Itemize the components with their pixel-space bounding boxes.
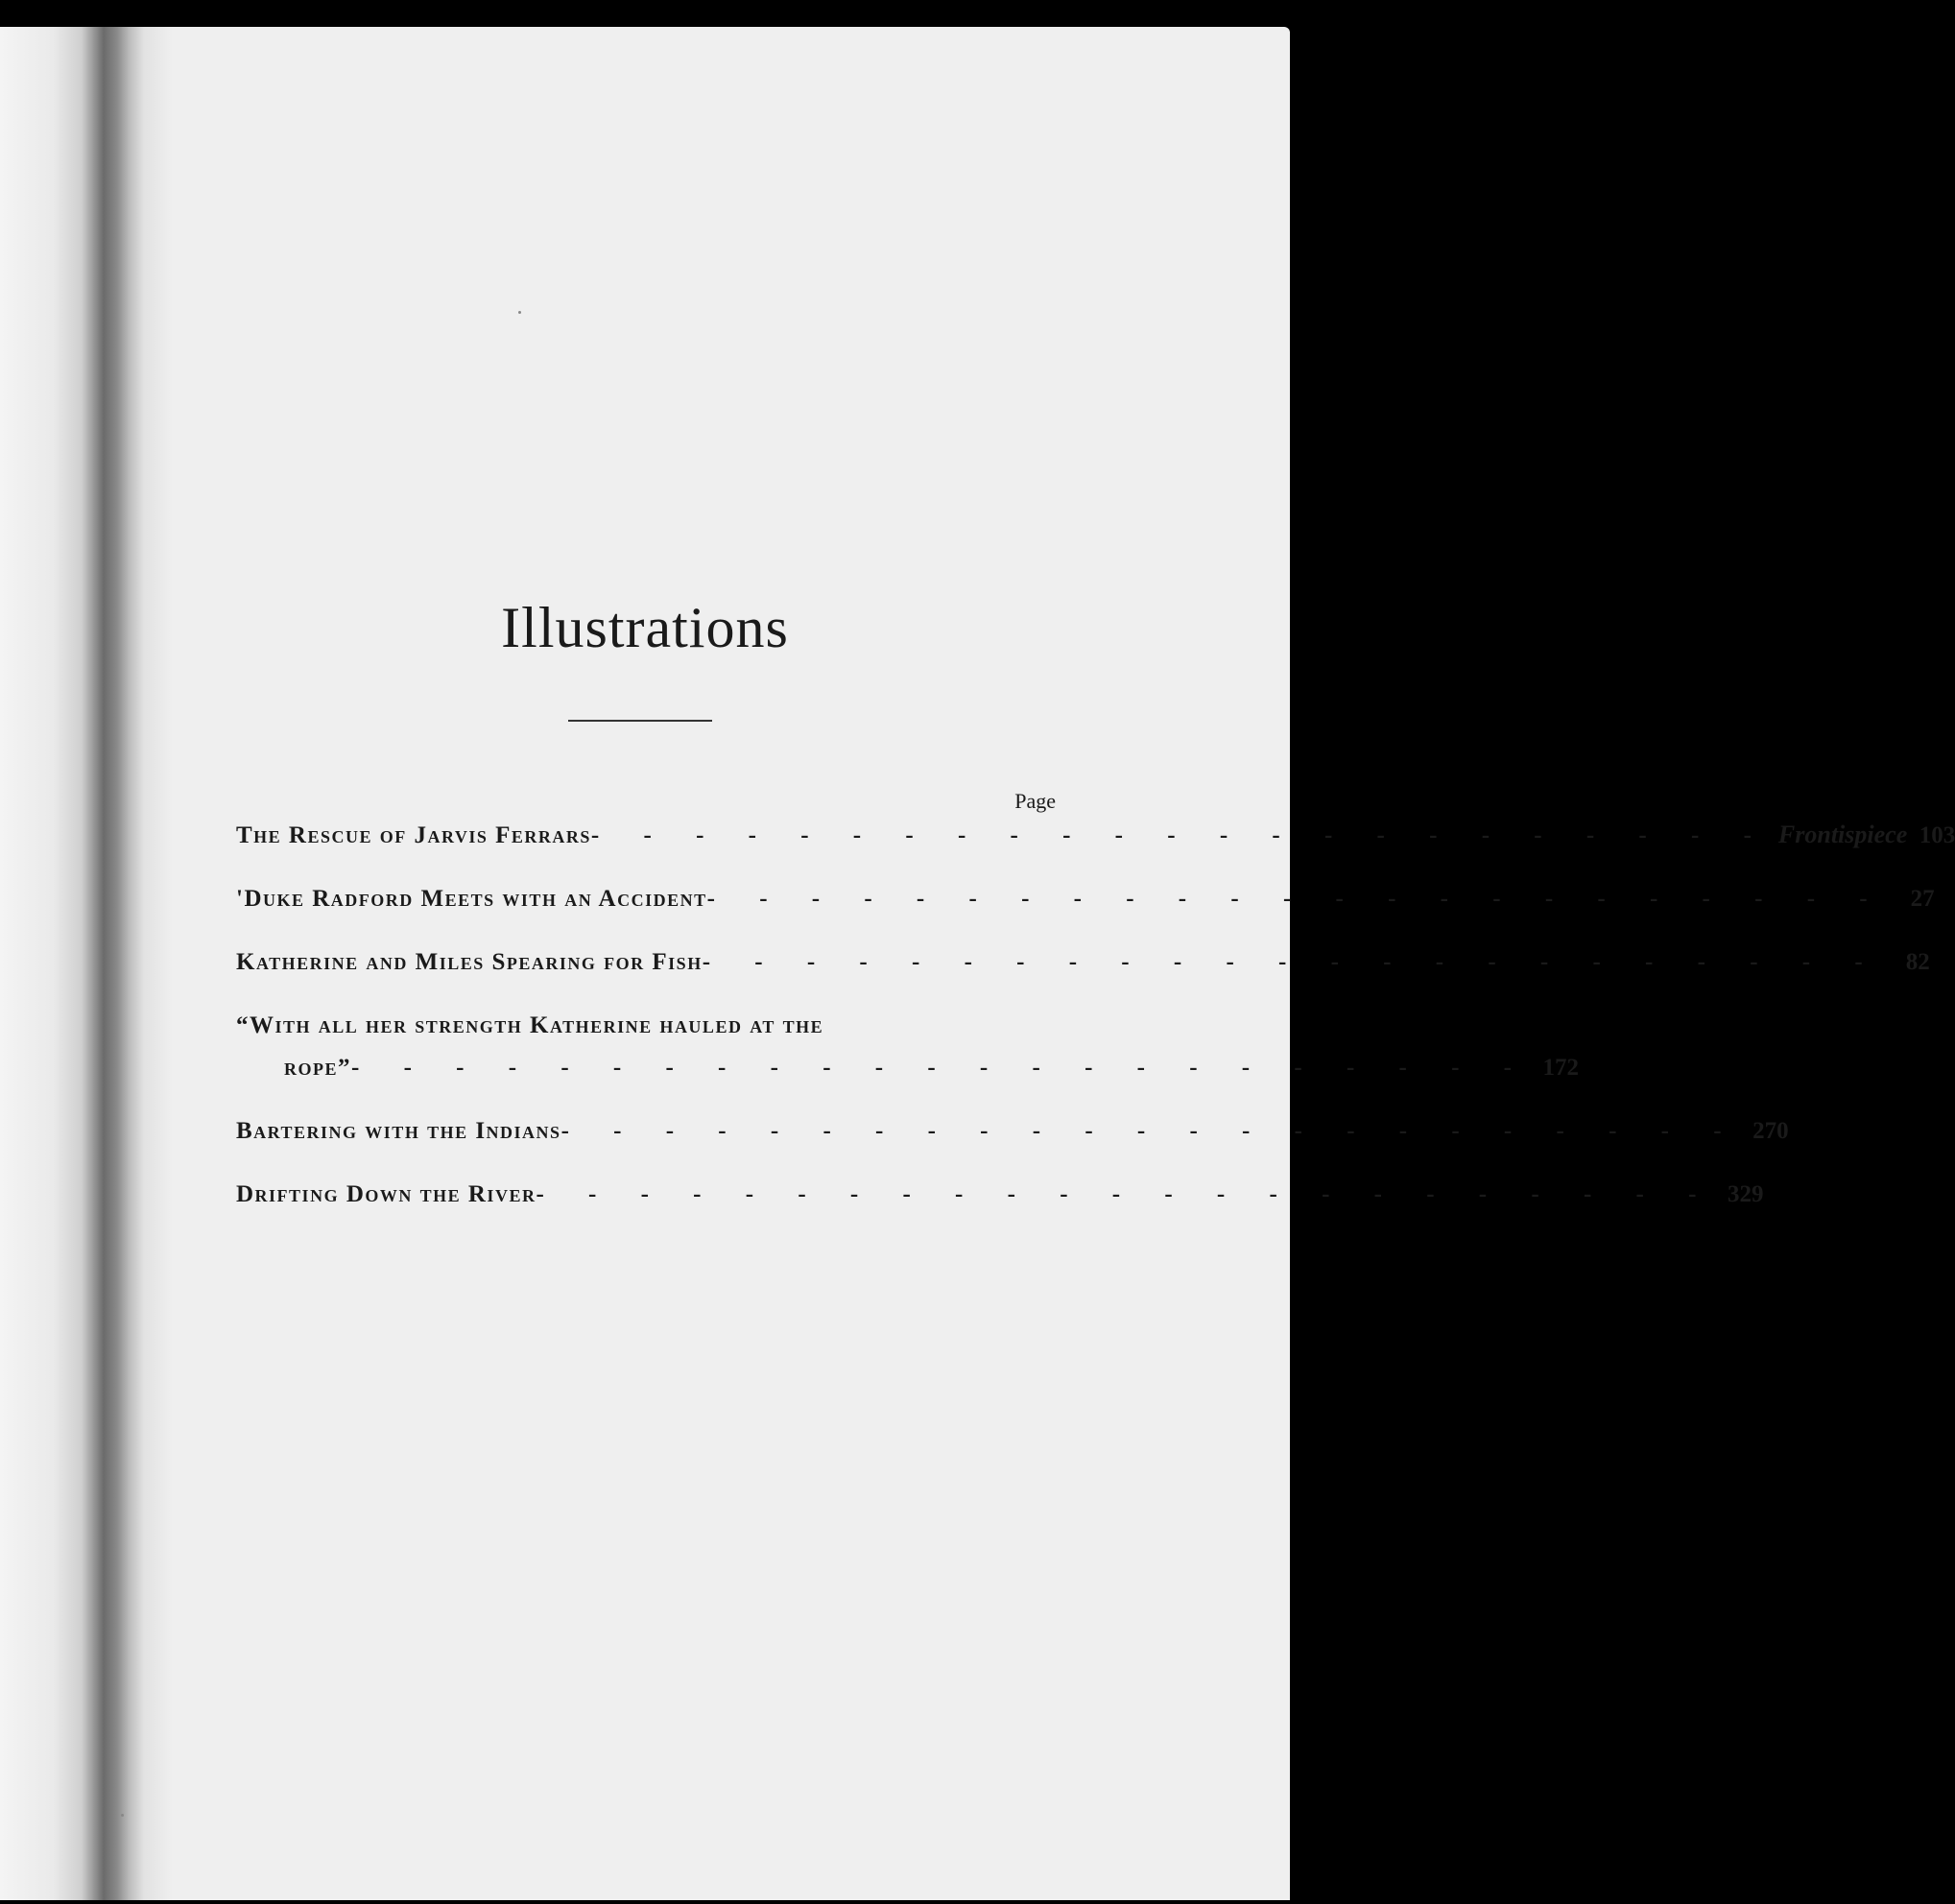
list-item — [236, 1005, 1579, 1089]
entry-page-number: 270 — [1752, 1118, 1789, 1144]
dot-leader: - - - - - - - - - - - - - - - - - - - - - - - — [536, 1181, 1716, 1207]
entry-page-number: 172 — [1542, 1055, 1579, 1081]
dot-leader: - - - - - - - - - - - - - - - - - - - - - - - — [702, 949, 1882, 975]
entry-page-number: 103 — [1919, 822, 1955, 848]
dot-leader: - - - - - - - - - - - - - - - - - - - - - - - — [351, 1055, 1531, 1081]
entry-title: Drifting Down the River — [236, 1181, 536, 1207]
illustrations-list — [236, 814, 1955, 1237]
title-rule — [568, 720, 712, 722]
entry-title: Katherine and Miles Spearing for Fish — [236, 949, 703, 975]
page-title: Illustrations — [501, 596, 789, 659]
dot-leader: - - - - - - - - - - - - - - - - - - - - - - - — [560, 1118, 1741, 1144]
dot-leader: - - - - - - - - - - - - - - - - - - - - - - - — [590, 822, 1771, 848]
entry-page-number: 27 — [1910, 886, 1935, 912]
entry-page-number: 329 — [1727, 1181, 1764, 1207]
dot-leader: - - - - - - - - - - - - - - - - - - - - - - - — [706, 886, 1887, 912]
list-item — [236, 878, 1935, 920]
book-page — [0, 27, 1955, 1900]
entry-title: The Rescue of Jarvis Ferrars — [236, 822, 591, 848]
list-item — [236, 814, 1955, 857]
entry-title-line-2: rope” — [284, 1055, 352, 1081]
entry-title: Bartering with the Indians — [236, 1118, 561, 1144]
list-item — [236, 1174, 1764, 1216]
entry-title: 'Duke Radford Meets with an Accident — [236, 886, 707, 912]
entry-title-line-1: “With all her strength Katherine hauled at the — [236, 1012, 824, 1038]
page-column-label: Page — [1014, 789, 1056, 813]
page-content — [0, 27, 1955, 1900]
entry-note: Frontispiece — [1777, 821, 1908, 848]
paper-speck — [518, 311, 521, 314]
list-item — [236, 1110, 1789, 1153]
paper-speck — [121, 1814, 124, 1817]
entry-page-number: 82 — [1905, 949, 1930, 975]
list-item — [236, 941, 1930, 984]
